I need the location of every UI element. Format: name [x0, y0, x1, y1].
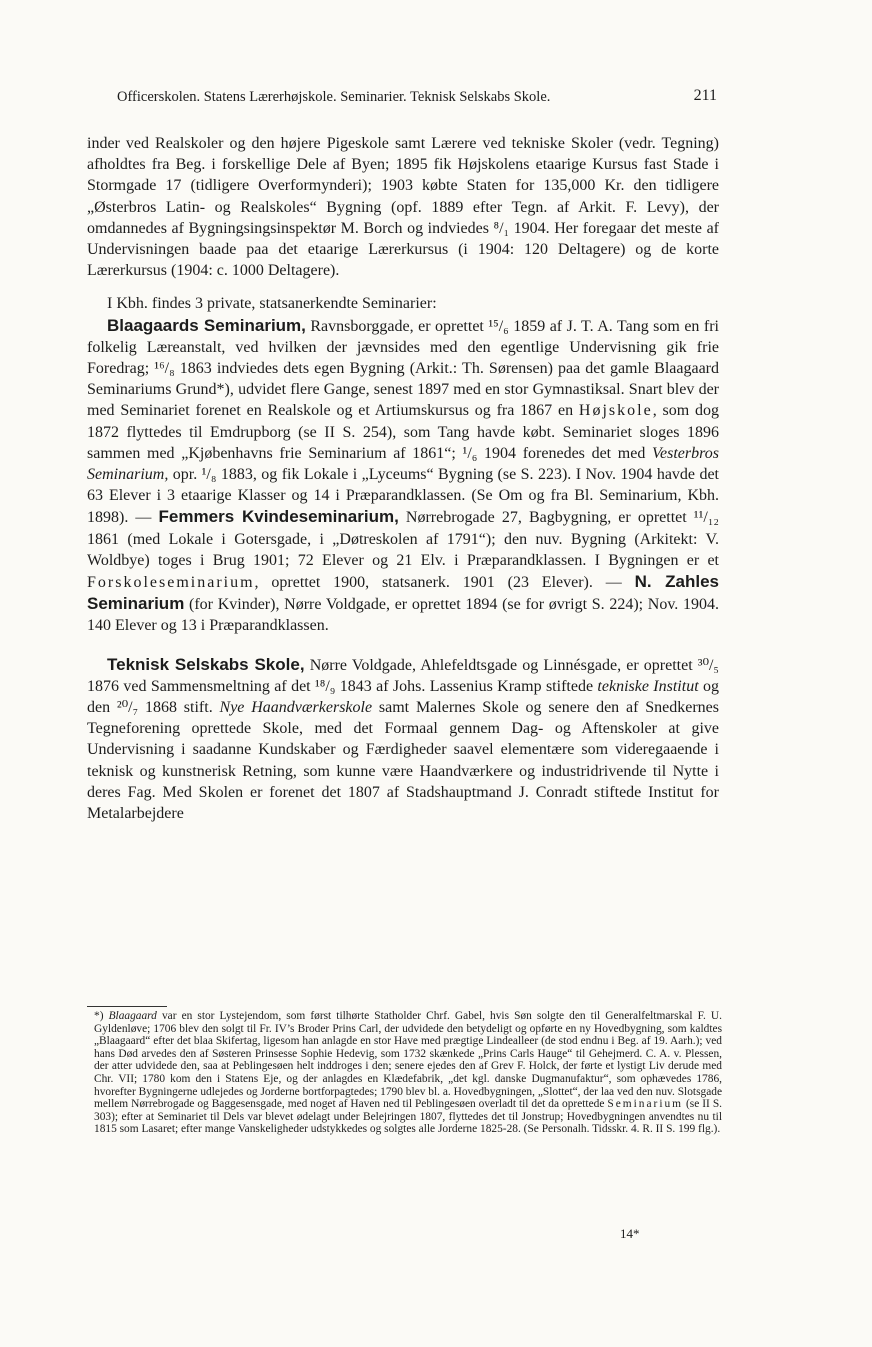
text-teknisk-a: Nørre Voldgade, Ahlefeldtsgade og Linnésgade, er oprettet ³⁰/₅ 1876 ved Sammensmeltning af det ¹⁸/₉ 1843 af Johs. Lassenius Kramp stiftede: [87, 656, 720, 695]
term-forskoleseminarium: Forskoleseminarium: [87, 574, 255, 592]
heading-femmers-kvindeseminarium: Femmers Kvindeseminarium,: [158, 507, 399, 527]
text-blaagaard: Ravnsborggade, er oprettet ¹⁵/₆ 1859 af J. T. A. Tang som en fri folkelig Læreanstalt, ved hvilken der jævnsides med den egentlige Undervisning gik frie Foredrag; ¹⁶/₈ 1863 indviedes dets egen Bygning (Arkit.: Th. Sørensen) paa det gamle Blaagaard Seminariums Grund*), udvidet flere Gange, senest 1897 med en stor Gymnastiksal. Snart blev der med Seminariet forenet en Realskole og et Artiumskursus og fra 1867 en: [87, 317, 719, 420]
text-femmer: Nørrebrogade 27, Bagbygning, er oprettet ¹¹/₁₂ 1861 (med Lokale i Gotersgade, i „Døtreskolen af 1791“); den nuv. Bygning (Arkitekt: V. Woldbye) toges i Brug 1901; 72 Elever og 21 Elv. i Præparandklassen. I Bygningen er et: [87, 509, 720, 569]
footnote-seminarium: Seminarium: [607, 1098, 684, 1111]
footnote-rule: [87, 1006, 167, 1007]
term-hojskole: Højskole: [578, 402, 653, 420]
text-teknisk-c: samt Malernes Skole og senere den af Snedkernes Tegneforening oprettede Skole, med det Formaal gennem Dag- og Aftenskoler at give Undervisning i saadanne Kundskaber og Færdigheder saavel elementære som videregaaende i teknisk og kunstnerisk Retning, som kunne være Haandværkere og industridrivende til Nytte i deres Fag. Med Skolen er forenet det 1807 af Stadshauptmand J. Conradt stiftede Institut for Metalarbejdere: [87, 699, 719, 823]
text-zahle: (for Kvinder), Nørre Voldgade, er oprettet 1894 (se for øvrigt S. 224); Nov. 1904. 140 Elever og 13 i Præparandklassen.: [87, 596, 719, 635]
footnote: [94, 1010, 722, 1136]
footnote-marker: *): [94, 1010, 104, 1022]
heading-blaagaards-seminarium: Blaagaards Seminarium,: [107, 315, 306, 335]
signature-mark: 14*: [620, 1226, 640, 1241]
text-blaagaard-cont: , som dog 1872 flyttedes til Emdrupborg (se II S. 254), som Tang havde købt. Seminariet sloges 1896 sammen med „Kjøbenhavns frie Seminarium af 1861“; ¹/₆ 1904 forenedes det med: [87, 402, 720, 462]
paragraph-seminarier: [87, 315, 719, 637]
footnote-text-a: var en stor Lystejendom, som først tilhørte Statholder Chrf. Gabel, hvis Søn solgte den til Generalfeltmarskal F. U. Gyldenløve; 1706 blev den solgt til Fr. IV’s Broder Prins Carl, der udvidede den betydeligt og opførte en ny Hovedbygning, som kaldtes „Blaagaard“ efter det blaa Skifertag, ligesom han anlagde en stor Have med prægtige Lindealleer (de stod endnu i Beg. af 19. Aarh.); ved hans Død arvedes den af Søsteren Prinsesse Sophie Hedevig, som 1732 skænkede „Prins Carls Hauge“ til Gehejmerd. C. A. v. Plessen, der atter udvidede den, saa at Peblingesøen helt inddroges i den; senere ejedes den af Grev F. Holck, der førte et lystigt Liv derude med Chr. VII; 1780 kom den i Statens Eje, og der anlagdes en Klædefabrik, „det kgl. danske Dugmanufaktur“, som ophævedes 1786, hvorefter Bygningerne udlejedes og Jorderne bortforpagtedes; 1790 blev bl. a. Hovedbygningen, „Slottet“, der laa ved den nuv. Slotsgade mellem Nørrebrogade og Baggesensgade, med noget af Haven ned til Peblingesøen overladt til det da oprettede: [94, 1010, 722, 1111]
term-tekniske-institut: tekniske Institut: [597, 677, 699, 695]
paragraph-teknisk-selskab: [87, 654, 719, 825]
footnote-text-b: (se II S. 303); efter at Seminariet til Dels var blevet ødelagt under Belejringen 1807, flyttedes det til Jonstrup; Hovedbygningen anvendtes nu til 1815 som Lasaret; efter mange Vanskeligheder udstykkedes og solgtes alle Jorderne 1825-28. (Se Personalh. Tidsskr. 4. R. II S. 199 flg.).: [94, 1098, 722, 1136]
running-title: Officerskolen. Statens Lærerhøjskole. Seminarier. Teknisk Selskabs Skole.: [117, 89, 551, 105]
text-teknisk-b: og den ²⁰/₇ 1868 stift.: [87, 677, 720, 717]
seminarier-intro: I Kbh. findes 3 private, statsanerkendte Seminarier:: [107, 295, 437, 313]
paragraph-laererhojskole: inder ved Realskoler og den højere Pigeskole samt Lærere ved tekniske Skoler (vedr. Tegning) afholdtes fra Beg. i forskellige Dele af Byen; 1895 fik Højskolens etaarige Kursus fast Stade i Stormgade 17 (tidligere Overformynderi); 1903 købte Staten for 135,000 Kr. den tidligere „Østerbros Latin- og Realskoles“ Bygning (opf. 1889 efter Tegn. af Arkit. F. Levy), der omdannedes af Bygningsingsinspektør M. Borch og indviedes ⁸/₁ 1904. Her foregaar det meste af Undervisningen baade paa det etaarige Lærerkursus (i 1904: 120 Deltagere) og de korte Lærerkursus (1904: c. 1000 Deltagere).: [87, 135, 719, 280]
main-text: [87, 133, 719, 824]
text-vesterbro: opr. ¹/₈ 1883, og fik Lokale i „Lyceums“ Bygning (se S. 223). I Nov. 1904 havde det 63 Elever i 3 etaarige Klasser og 14 i Præparandklassen. (Se Om og fra Bl. Seminarium, Kbh. 1898). —: [87, 466, 719, 527]
page-number: 211: [693, 87, 717, 104]
text-forskole: , oprettet 1900, statsanerk. 1901 (23 Elever). —: [254, 574, 635, 592]
heading-teknisk-selskabs-skole: Teknisk Selskabs Skole,: [107, 654, 305, 674]
footnote-lead: Blaagaard: [108, 1010, 157, 1022]
running-header: [117, 89, 717, 106]
term-nye-haandvaerkerskole: Nye Haandværkerskole: [219, 699, 373, 717]
term-vesterbros-seminarium: Vesterbros Seminarium,: [87, 444, 719, 484]
heading-zahles-seminarium: N. Zahles Seminarium: [87, 572, 719, 614]
